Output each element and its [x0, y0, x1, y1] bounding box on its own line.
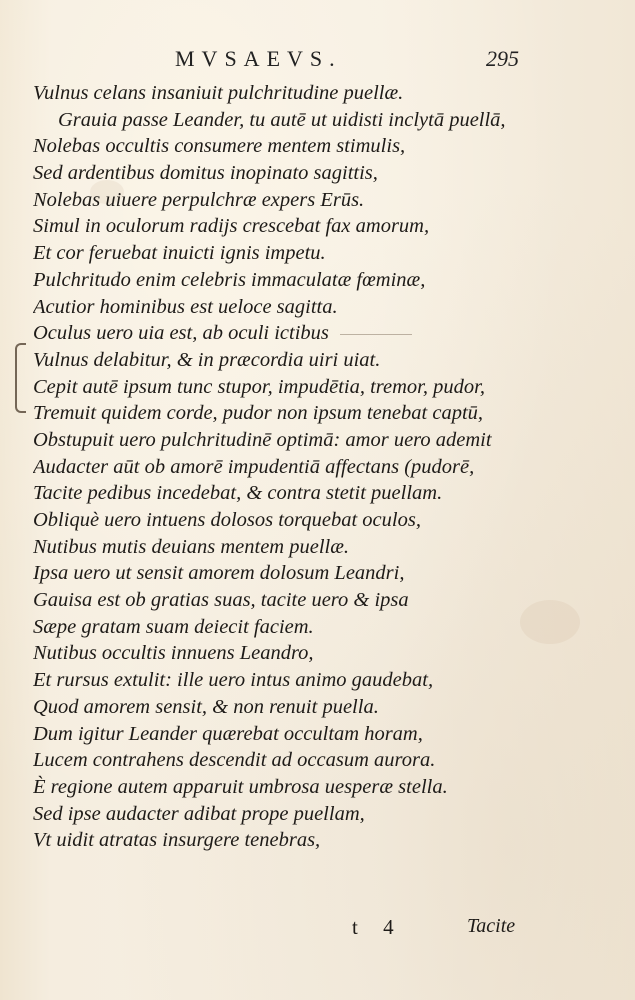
verse-line: Obliquè uero intuens dolosos torquebat oculos,: [33, 509, 421, 531]
verse-line: Tremuit quidem corde, pudor non ipsum tenebat captū,: [33, 402, 484, 425]
verse-line: Vulnus celans insaniuit pulchritudine puellæ.: [33, 82, 404, 104]
verse-line: Audacter aūt ob amorē impudentiā affectans (pudorē,: [33, 455, 475, 478]
verse-line: Et cor feruebat inuicti ignis impetu.: [33, 242, 326, 265]
verse-line: Cepit autē ipsum tunc stupor, impudētia, tremor, pudor,: [33, 375, 485, 398]
running-title: MVSAEVS.: [175, 46, 342, 71]
signature-mark: t 4: [352, 915, 404, 939]
verse-line: Gauisa est ob gratias suas, tacite uero & ipsa: [33, 589, 409, 612]
verse-line: Vulnus delabitur, & in præcordia uiri uiat.: [33, 348, 381, 371]
verse-line: Sed ardentibus domitus inopinato sagittis,: [33, 162, 378, 185]
margin-bracket-mark: [15, 343, 26, 413]
verse-line: Simul in oculorum radijs crescebat fax amorum,: [33, 215, 430, 238]
verse-line: È regione autem apparuit umbrosa uesperæ stella.: [33, 775, 448, 798]
verse-text: [33, 80, 593, 854]
verse-line: Nutibus mutis deuians mentem puellæ.: [33, 535, 350, 558]
verse-line: Sæpe gratam suam deiecit faciem.: [33, 615, 314, 638]
verse-line: Pulchritudo enim celebris immaculatæ fœminæ,: [33, 268, 426, 291]
verse-line: Tacite pedibus incedebat, & contra stetit puellam.: [33, 482, 443, 505]
verse-line: Sed ipse audacter adibat prope puellam,: [33, 802, 365, 825]
verse-line: Obstupuit uero pulchritudinē optimā: amor uero ademit: [33, 428, 492, 451]
verse-line: Acutior hominibus est ueloce sagitta.: [33, 295, 338, 318]
verse-line: Et rursus extulit: ille uero intus animo gaudebat,: [33, 669, 434, 692]
verse-line: Lucem contrahens descendit ad occasum aurora.: [33, 749, 436, 772]
page-number: 295: [486, 46, 519, 71]
verse-line: Vt uidit atratas insurgere tenebras,: [33, 829, 321, 852]
verse-line: Nutibus occultis innuens Leandro,: [33, 642, 314, 665]
verse-line: Ipsa uero ut sensit amorem dolosum Leandri,: [33, 562, 405, 585]
verse-line: Nolebas uiuere perpulchræ expers Erūs.: [33, 188, 365, 211]
verse-line: Dum igitur Leander quærebat occultam horam,: [33, 722, 423, 745]
verse-line: Grauia passe Leander, tu autē ut uidisti inclytā puellā,: [58, 108, 506, 131]
catchword: Tacite: [467, 915, 516, 937]
verse-line: Nolebas occultis consumere mentem stimulis,: [33, 135, 406, 158]
verse-line: Oculus uero uia est, ab oculi ictibus: [33, 322, 329, 345]
verse-line: Quod amorem sensit, & non renuit puella.: [33, 695, 379, 718]
